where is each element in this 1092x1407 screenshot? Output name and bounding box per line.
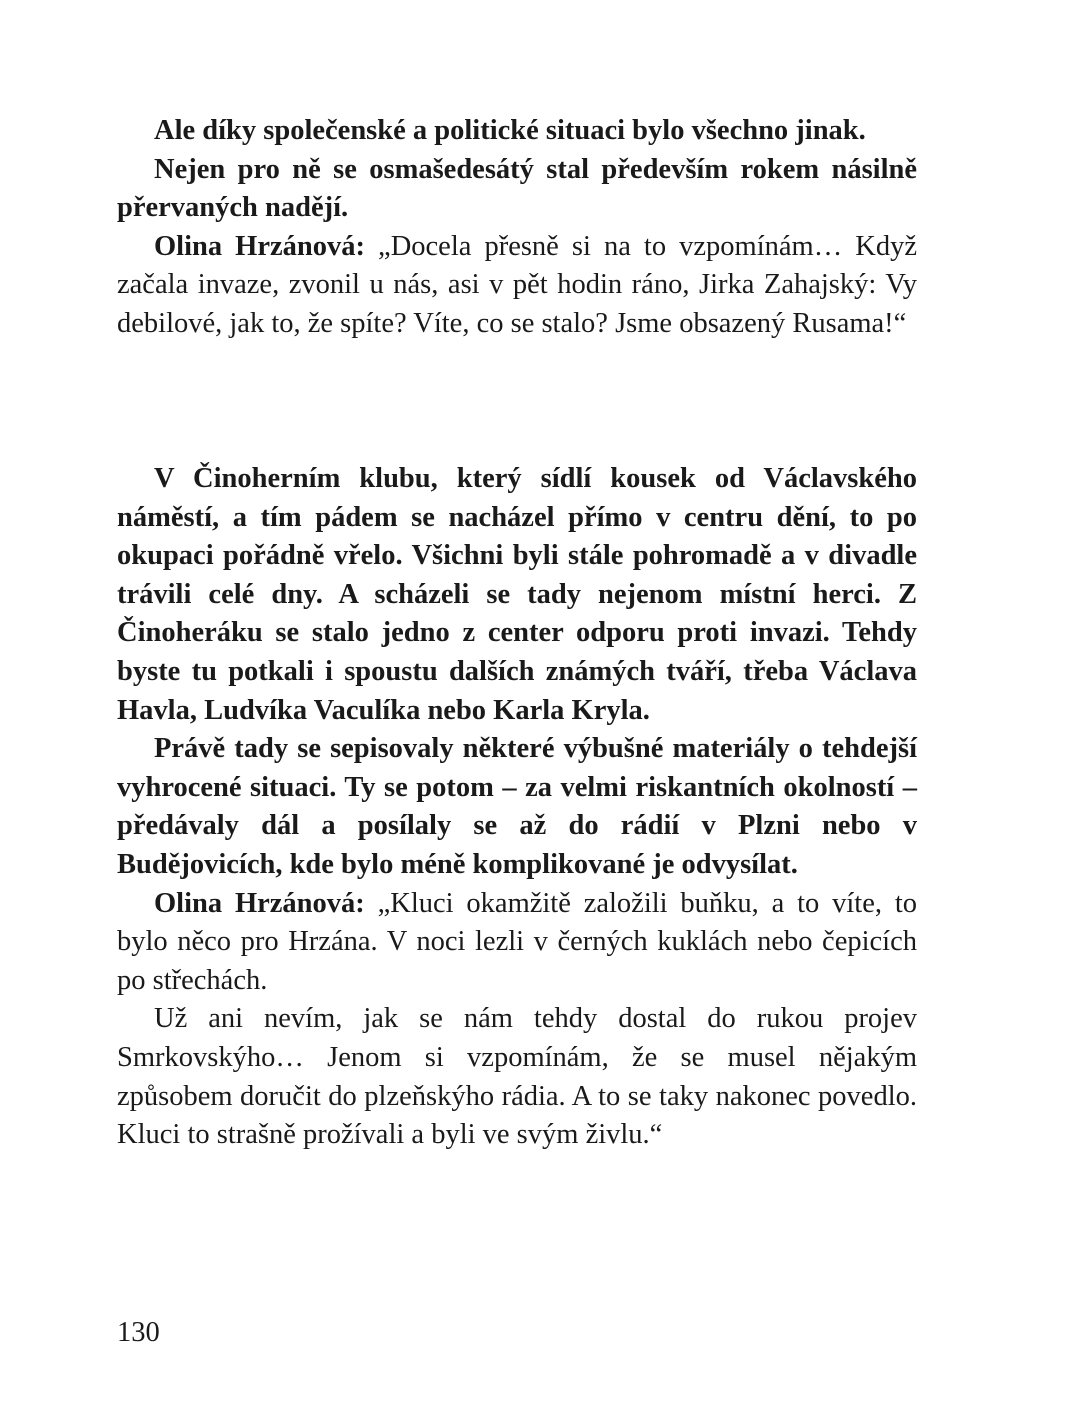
paragraph-quote-speech: Už ani nevím, jak se nám tehdy dostal do rukou projev Smrkovskýho… Jenom si vzpomínám, že se musel nějakým způsobem doručit do plzeňskýho rádia. A to se taky nakonec povedlo. Kluci to strašně prožívali a byli ve svým živlu.“	[117, 1003, 917, 1151]
speaker-name: Olina Hrzánová:	[154, 230, 365, 262]
quote-text: „Kluci okamžitě založili buňku, a to víte, to bylo něco pro Hrzána. V noci lezli v černých kuklách nebo čepicích po střechách.	[117, 887, 918, 996]
paragraph-cinoherni-klub: V Činoherním klubu, který sídlí kousek od Václavského náměstí, a tím pádem se nacházel přímo v centru dění, to po okupaci pořádně vřelo. Všichni byli stále pohromadě a v divadle trávili celé dny. A scházeli se tady nejenom místní herci. Z Činoheráku se stalo jedno z center odporu proti invazi. Tehdy byste tu potkali i spoustu dalších známých tváří, třeba Václava Havla, Ludvíka Vaculíka nebo Karla Kryla.	[117, 463, 917, 726]
paragraph-hopes: Nejen pro ně se osmašedesátý stal především rokem násilně přervaných nadějí.	[117, 153, 917, 224]
paragraph-intro: Ale díky společenské a politické situaci bylo všechno jinak.	[154, 115, 866, 146]
text-block-top	[117, 112, 917, 344]
page-number: 130	[117, 1317, 160, 1348]
quote-text: „Docela přesně si na to vzpomínám… Když začala invaze, zvonil u nás, asi v pět hodin ráno, Jirka Zahajský: Vy debilové, jak to, že spíte? Víte, co se stalo? Jsme obsazený Rusama!“	[117, 230, 918, 339]
paragraph-quote-invasion	[117, 228, 917, 344]
paragraph-quote-cell	[117, 885, 917, 1001]
text-block-bottom	[117, 460, 917, 1155]
paragraph-materials: Právě tady se sepisovaly některé výbušné materiály o tehdejší vyhrocené situaci. Ty se potom – za velmi riskantních okolností – předávaly dál a posílaly se až do rádií v Plzni nebo v Budějovicích, kde bylo méně komplikované je odvysílat.	[117, 733, 917, 880]
speaker-name: Olina Hrzánová:	[154, 887, 365, 919]
